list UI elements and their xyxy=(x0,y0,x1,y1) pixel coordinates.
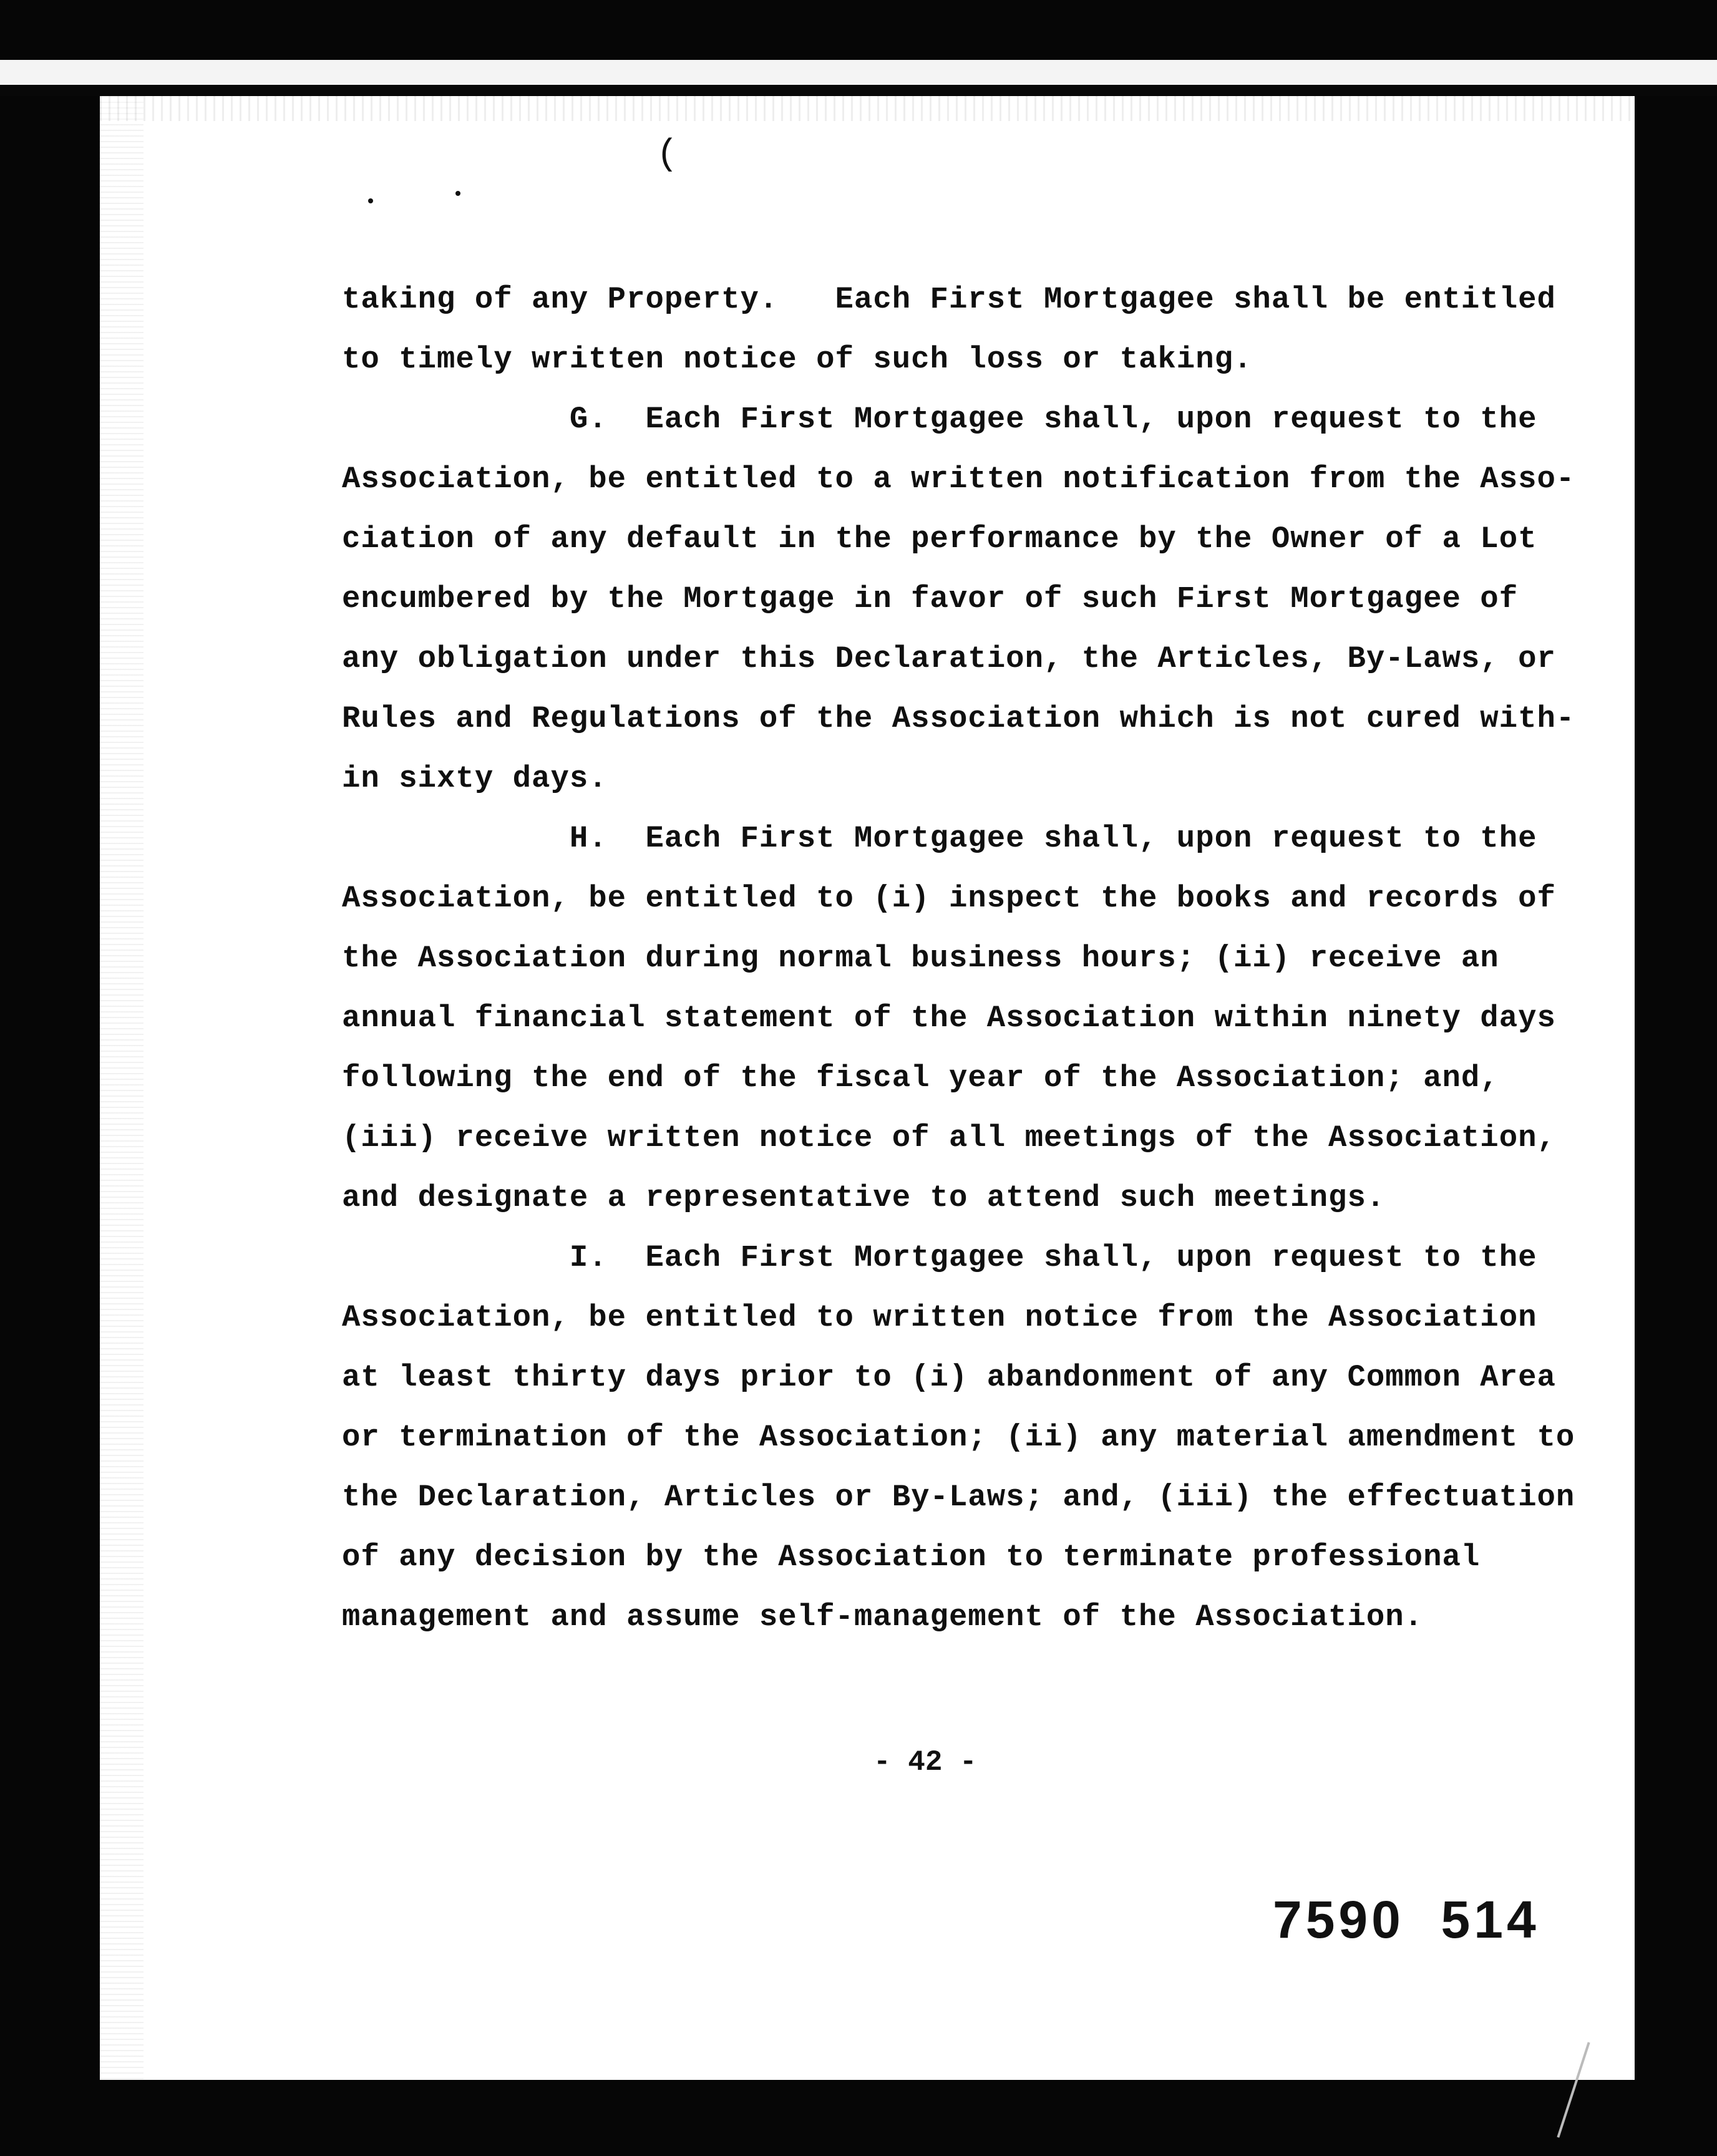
text-line: at least thirty days prior to (i) abandonment of any Common Area xyxy=(342,1360,1556,1395)
text-line: ciation of any default in the performance by the Owner of a Lot xyxy=(342,522,1537,556)
text-line: encumbered by the Mortgage in favor of such First Mortgagee of xyxy=(342,581,1519,616)
text-line: taking of any Property. Each First Mortgagee shall be entitled xyxy=(342,282,1556,317)
text-line: following the end of the fiscal year of the Association; and, xyxy=(342,1061,1499,1095)
text-line: annual financial statement of the Association within ninety days xyxy=(342,1001,1556,1036)
paragraph-h-heading-line: H. Each First Mortgagee shall, upon request to the xyxy=(342,821,1537,856)
text-line: Association, be entitled to a written notification from the Asso- xyxy=(342,462,1575,497)
document-reference-number: 7590 514 xyxy=(1273,1890,1540,1949)
text-line: the Declaration, Articles or By-Laws; and, (iii) the effectuation xyxy=(342,1480,1575,1515)
text-line: in sixty days. xyxy=(342,761,608,796)
stray-dot xyxy=(455,191,460,196)
text-line: or termination of the Association; (ii) any material amendment to xyxy=(342,1420,1575,1455)
paragraph-i-heading-line: I. Each First Mortgagee shall, upon request to the xyxy=(342,1240,1537,1275)
text-line: to timely written notice of such loss or taking. xyxy=(342,342,1253,377)
stray-dot xyxy=(368,198,373,203)
document-page xyxy=(100,96,1635,2080)
scan-noise-top xyxy=(100,96,1635,121)
text-line: Association, be entitled to written notice from the Association xyxy=(342,1300,1537,1335)
scan-top-shadow xyxy=(0,85,1717,96)
text-line: of any decision by the Association to terminate professional xyxy=(342,1540,1481,1575)
text-line: Association, be entitled to (i) inspect the books and records of xyxy=(342,881,1556,916)
scan-top-edge xyxy=(0,60,1717,85)
text-line: any obligation under this Declaration, the Articles, By-Laws, or xyxy=(342,641,1556,676)
page-number: - 42 - xyxy=(873,1746,977,1779)
text-line: (iii) receive written notice of all meetings of the Association, xyxy=(342,1120,1556,1155)
stray-parenthesis-mark: ( xyxy=(656,135,678,175)
paragraph-g-heading-line: G. Each First Mortgagee shall, upon request to the xyxy=(342,402,1537,437)
text-line: the Association during normal business hours; (ii) receive an xyxy=(342,941,1499,976)
document-body xyxy=(342,270,1627,1647)
text-line: management and assume self-management of the Association. xyxy=(342,1600,1424,1634)
text-line: Rules and Regulations of the Association which is not cured with- xyxy=(342,701,1575,736)
scan-noise-left xyxy=(100,96,143,2080)
text-line: and designate a representative to attend such meetings. xyxy=(342,1180,1386,1215)
